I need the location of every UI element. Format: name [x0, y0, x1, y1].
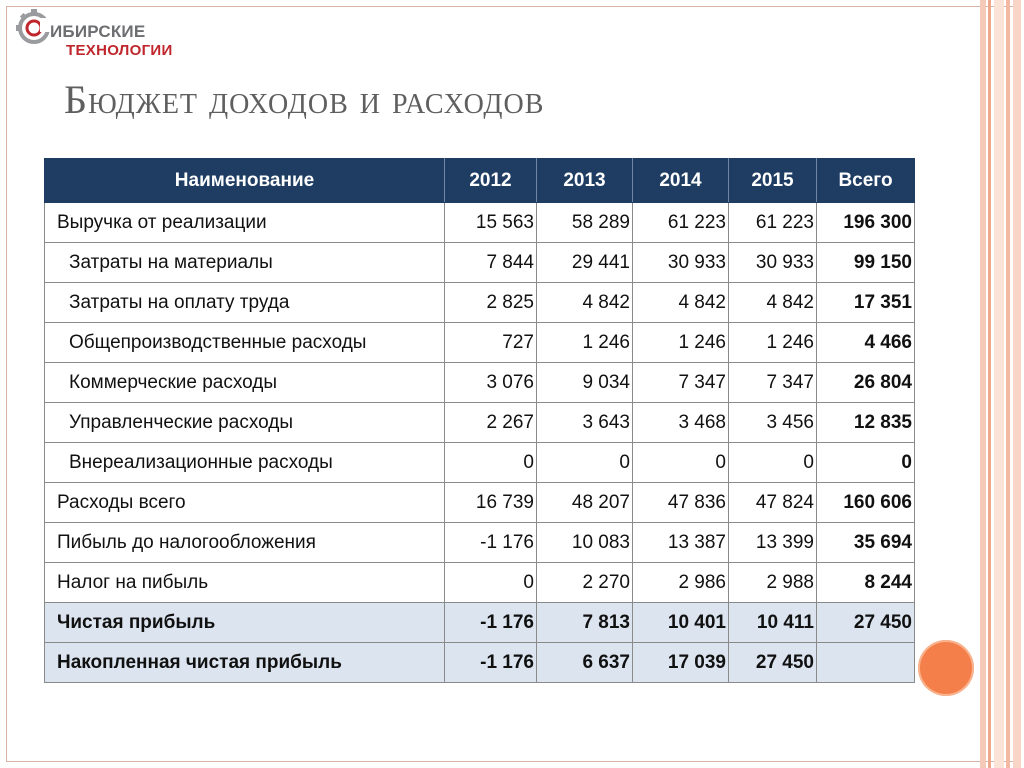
value-cell: 9 034 — [537, 363, 633, 403]
decorative-stripes — [978, 0, 1024, 768]
value-cell: 6 637 — [537, 643, 633, 683]
table-row — [45, 563, 915, 603]
value-cell: 3 076 — [445, 363, 537, 403]
table-row — [45, 643, 915, 683]
value-cell: -1 176 — [445, 603, 537, 643]
total-cell: 4 466 — [817, 323, 915, 363]
table-row — [45, 203, 915, 243]
logo-text-line1: ИБИРСКИЕ — [50, 22, 146, 41]
table-row — [45, 443, 915, 483]
table-row — [45, 323, 915, 363]
value-cell: 1 246 — [729, 323, 817, 363]
value-cell: 47 836 — [633, 483, 729, 523]
table-row — [45, 283, 915, 323]
value-cell: -1 176 — [445, 523, 537, 563]
value-cell: 3 456 — [729, 403, 817, 443]
header-cell-2012: 2012 — [445, 159, 537, 203]
logo-text-line2: ТЕХНОЛОГИИ — [66, 42, 173, 59]
value-cell: 29 441 — [537, 243, 633, 283]
decorative-orange-circle — [918, 640, 974, 696]
row-name-cell: Коммерческие расходы — [45, 363, 445, 403]
value-cell: 2 988 — [729, 563, 817, 603]
value-cell: 7 844 — [445, 243, 537, 283]
total-cell: 196 300 — [817, 203, 915, 243]
row-name-cell: Пибыль до налогообложения — [45, 523, 445, 563]
total-cell: 99 150 — [817, 243, 915, 283]
table-row — [45, 483, 915, 523]
value-cell: 4 842 — [729, 283, 817, 323]
value-cell: 10 083 — [537, 523, 633, 563]
company-logo — [14, 6, 184, 62]
value-cell: 7 813 — [537, 603, 633, 643]
value-cell: 0 — [633, 443, 729, 483]
value-cell: 27 450 — [729, 643, 817, 683]
slide-title: Бюджет доходов и расходов — [64, 77, 545, 122]
total-cell: 17 351 — [817, 283, 915, 323]
budget-table — [44, 158, 915, 683]
row-name-cell: Затраты на материалы — [45, 243, 445, 283]
total-cell: 26 804 — [817, 363, 915, 403]
value-cell: 3 468 — [633, 403, 729, 443]
value-cell: 1 246 — [537, 323, 633, 363]
value-cell: 58 289 — [537, 203, 633, 243]
header-cell-total: Всего — [817, 159, 915, 203]
value-cell: 3 643 — [537, 403, 633, 443]
header-cell-2014: 2014 — [633, 159, 729, 203]
value-cell: 0 — [445, 563, 537, 603]
table-row — [45, 243, 915, 283]
row-name-cell: Общепроизводственные расходы — [45, 323, 445, 363]
value-cell: 10 401 — [633, 603, 729, 643]
budget-table-container — [44, 158, 915, 683]
value-cell: 30 933 — [633, 243, 729, 283]
value-cell: 0 — [729, 443, 817, 483]
table-row — [45, 403, 915, 443]
total-cell: 160 606 — [817, 483, 915, 523]
total-cell: 8 244 — [817, 563, 915, 603]
value-cell: 15 563 — [445, 203, 537, 243]
value-cell: 0 — [445, 443, 537, 483]
value-cell: 48 207 — [537, 483, 633, 523]
value-cell: 2 267 — [445, 403, 537, 443]
row-name-cell: Затраты на оплату труда — [45, 283, 445, 323]
header-cell-name: Наименование — [45, 159, 445, 203]
row-name-cell: Накопленная чистая прибыль — [45, 643, 445, 683]
value-cell: 2 825 — [445, 283, 537, 323]
row-name-cell: Выручка от реализации — [45, 203, 445, 243]
total-cell: 12 835 — [817, 403, 915, 443]
value-cell: 13 387 — [633, 523, 729, 563]
row-name-cell: Налог на пибыль — [45, 563, 445, 603]
total-cell: 27 450 — [817, 603, 915, 643]
value-cell: 0 — [537, 443, 633, 483]
value-cell: 61 223 — [633, 203, 729, 243]
value-cell: 7 347 — [633, 363, 729, 403]
row-name-cell: Внереализационные расходы — [45, 443, 445, 483]
value-cell: 30 933 — [729, 243, 817, 283]
value-cell: 47 824 — [729, 483, 817, 523]
table-header-row — [45, 159, 915, 203]
value-cell: 13 399 — [729, 523, 817, 563]
row-name-cell: Управленческие расходы — [45, 403, 445, 443]
table-row — [45, 603, 915, 643]
row-name-cell: Чистая прибыль — [45, 603, 445, 643]
row-name-cell: Расходы всего — [45, 483, 445, 523]
total-cell: 35 694 — [817, 523, 915, 563]
value-cell: 16 739 — [445, 483, 537, 523]
value-cell: 4 842 — [633, 283, 729, 323]
gear-logo-icon — [14, 6, 54, 46]
value-cell: 2 986 — [633, 563, 729, 603]
header-cell-2013: 2013 — [537, 159, 633, 203]
total-cell: 0 — [817, 443, 915, 483]
table-row — [45, 363, 915, 403]
value-cell: -1 176 — [445, 643, 537, 683]
value-cell: 61 223 — [729, 203, 817, 243]
table-row — [45, 523, 915, 563]
value-cell: 727 — [445, 323, 537, 363]
value-cell: 17 039 — [633, 643, 729, 683]
header-cell-2015: 2015 — [729, 159, 817, 203]
value-cell: 10 411 — [729, 603, 817, 643]
value-cell: 2 270 — [537, 563, 633, 603]
value-cell: 1 246 — [633, 323, 729, 363]
value-cell: 7 347 — [729, 363, 817, 403]
value-cell: 4 842 — [537, 283, 633, 323]
total-cell — [817, 643, 915, 683]
